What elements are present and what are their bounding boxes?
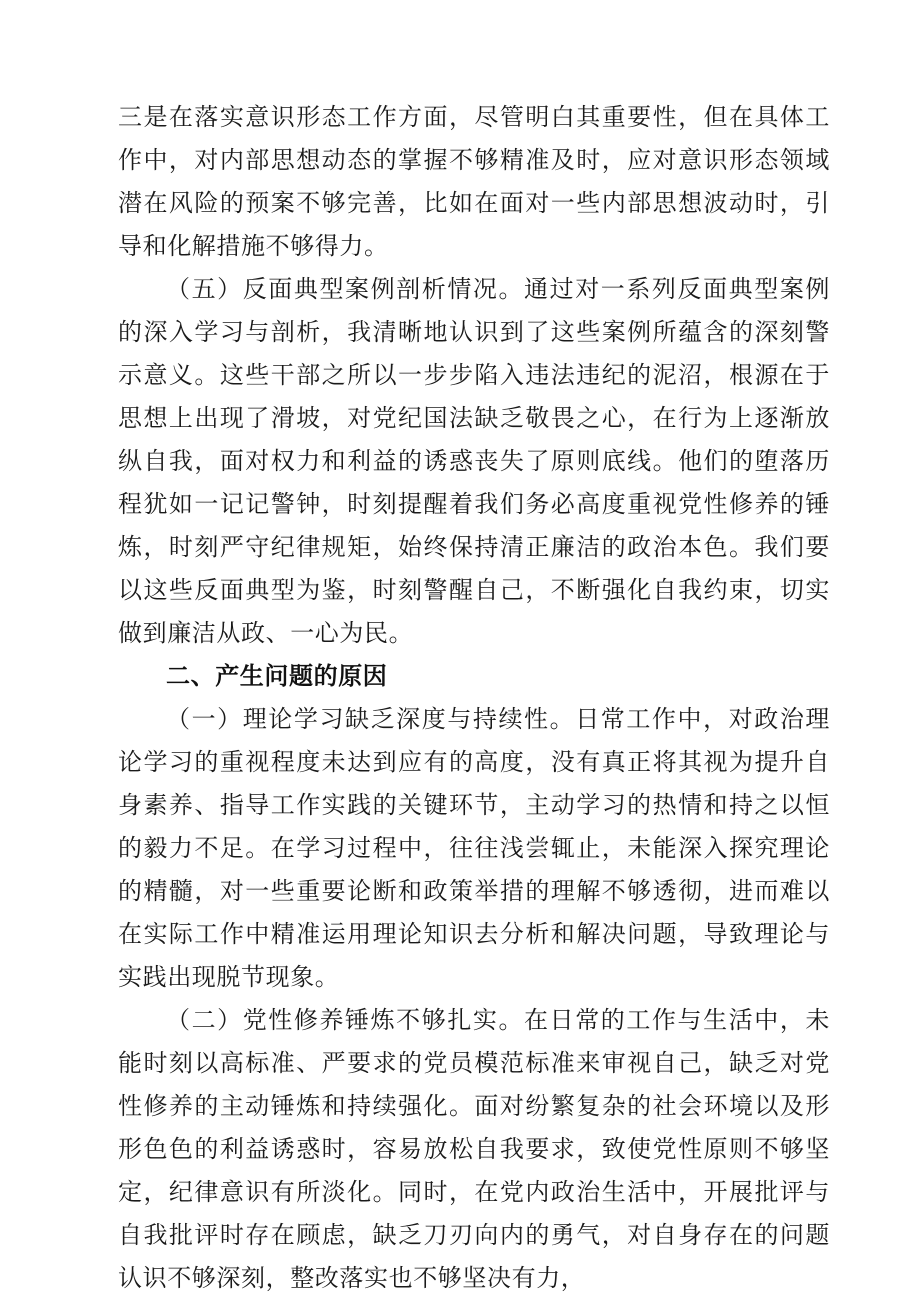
paragraph-party-spirit: （二）党性修养锤炼不够扎实。在日常的工作与生活中，未能时刻以高标准、严要求的党员模范标准来审视自己，缺乏对党性修养的主动锤炼和持续强化。面对纷繁复杂的社会环境以及形形色色的利益诱惑时，容易放松自我要求，致使党性原则不够坚定，纪律意识有所淡化。同时，在党内政治生活中，开展批评与自我批评时存在顾虑，缺乏刀刃向内的勇气，对自身存在的问题认识不够深刻，整改落实也不够坚决有力，: [118, 1006, 830, 1292]
document-body: [118, 96, 830, 1300]
paragraph-ideology-work: 三是在落实意识形态工作方面，尽管明白其重要性，但在具体工作中，对内部思想动态的掌握不够精准及时，应对意识形态领域潜在风险的预案不够完善，比如在面对一些内部思想波动时，引导和化解措施不够得力。: [118, 103, 830, 260]
paragraph-theory-study: （一）理论学习缺乏深度与持续性。日常工作中，对政治理论学习的重视程度未达到应有的高度，没有真正将其视为提升自身素养、指导工作实践的关键环节，主动学习的热情和持之以恒的毅力不足。在学习过程中，往往浅尝辄止，未能深入探究理论的精髓，对一些重要论断和政策举措的理解不够透彻，进而难以在实际工作中精准运用理论知识去分析和解决问题，导致理论与实践出现脱节现象。: [118, 705, 830, 991]
section-heading-causes: 二、产生问题的原因: [166, 662, 388, 690]
paragraph-negative-case-analysis: （五）反面典型案例剖析情况。通过对一系列反面典型案例的深入学习与剖析，我清晰地认识到了这些案例所蕴含的深刻警示意义。这些干部之所以一步步陷入违法违纪的泥沼，根源在于思想上出现了滑坡，对党纪国法缺乏敬畏之心，在行为上逐渐放纵自我，面对权力和利益的诱惑丧失了原则底线。他们的堕落历程犹如一记记警钟，时刻提醒着我们务必高度重视党性修养的锤炼，时刻严守纪律规矩，始终保持清正廉洁的政治本色。我们要以这些反面典型为鉴，时刻警醒自己，不断强化自我约束，切实做到廉洁从政、一心为民。: [118, 275, 830, 647]
